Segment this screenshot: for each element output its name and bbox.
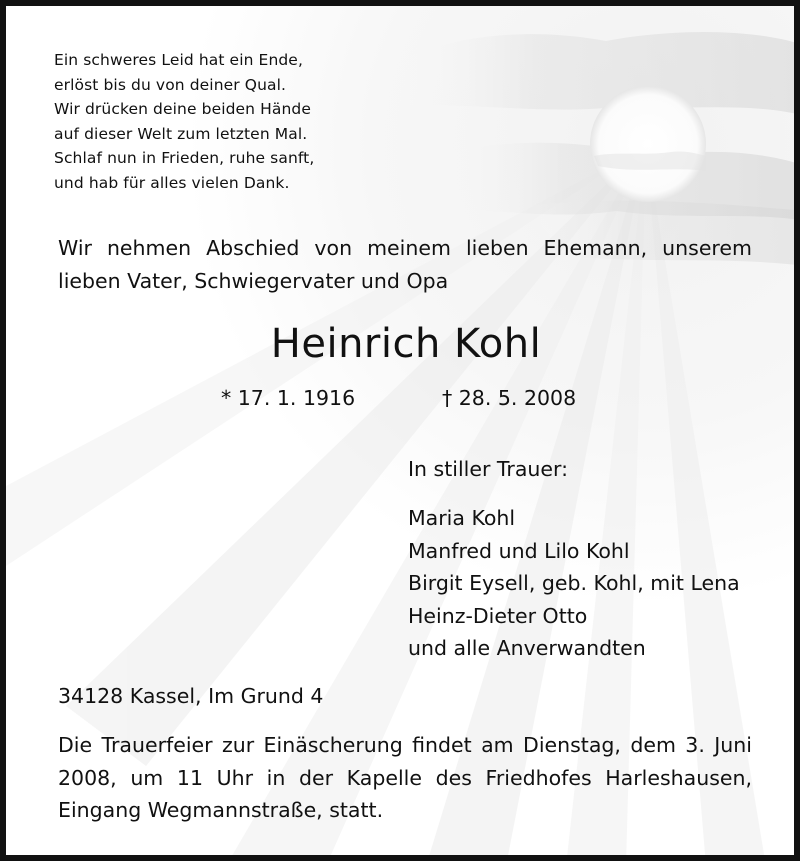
poem-line: Ein schweres Leid hat ein Ende, bbox=[54, 51, 303, 69]
address: 34128 Kassel, Im Grund 4 bbox=[58, 684, 324, 708]
poem-line: Schlaf nun in Frieden, ruhe sanft, bbox=[54, 149, 315, 167]
mourner-name: Maria Kohl bbox=[408, 506, 516, 530]
poem bbox=[54, 48, 314, 195]
mourner-name: Birgit Eysell, geb. Kohl, mit Lena bbox=[408, 571, 740, 595]
sun bbox=[590, 86, 706, 202]
mourner-name: Manfred und Lilo Kohl bbox=[408, 538, 630, 563]
deceased-name: Heinrich Kohl bbox=[270, 321, 542, 367]
mourning-heading: In stiller Trauer: bbox=[408, 457, 568, 481]
birth-date: * 17. 1. 1916 bbox=[221, 386, 356, 410]
poem-line: auf dieser Welt zum letzten Mal. bbox=[54, 124, 308, 143]
mourner-list bbox=[408, 502, 740, 665]
mourner-name: und alle Anverwandten bbox=[408, 636, 646, 660]
poem-line: Wir drücken deine beiden Hände bbox=[54, 100, 311, 118]
death-date: † 28. 5. 2008 bbox=[442, 386, 577, 410]
poem-line: und hab für alles vielen Dank. bbox=[54, 173, 290, 192]
poem-line: erlöst bis du von deiner Qual. bbox=[54, 75, 287, 94]
ceremony-text: Die Trauerfeier zur Einäscherung findet am Dienstag, dem 3. Juni 2008, um 11 Uhr in der Kapelle des Friedhofes Harleshausen, Eingang Wegmannstraße, statt. bbox=[58, 733, 752, 822]
mourner-name: Heinz-Dieter Otto bbox=[408, 603, 588, 628]
farewell-text: Wir nehmen Abschied von meinem lieben Ehemann, unserem lieben Vater, Schwiegervater und Opa bbox=[58, 236, 752, 293]
